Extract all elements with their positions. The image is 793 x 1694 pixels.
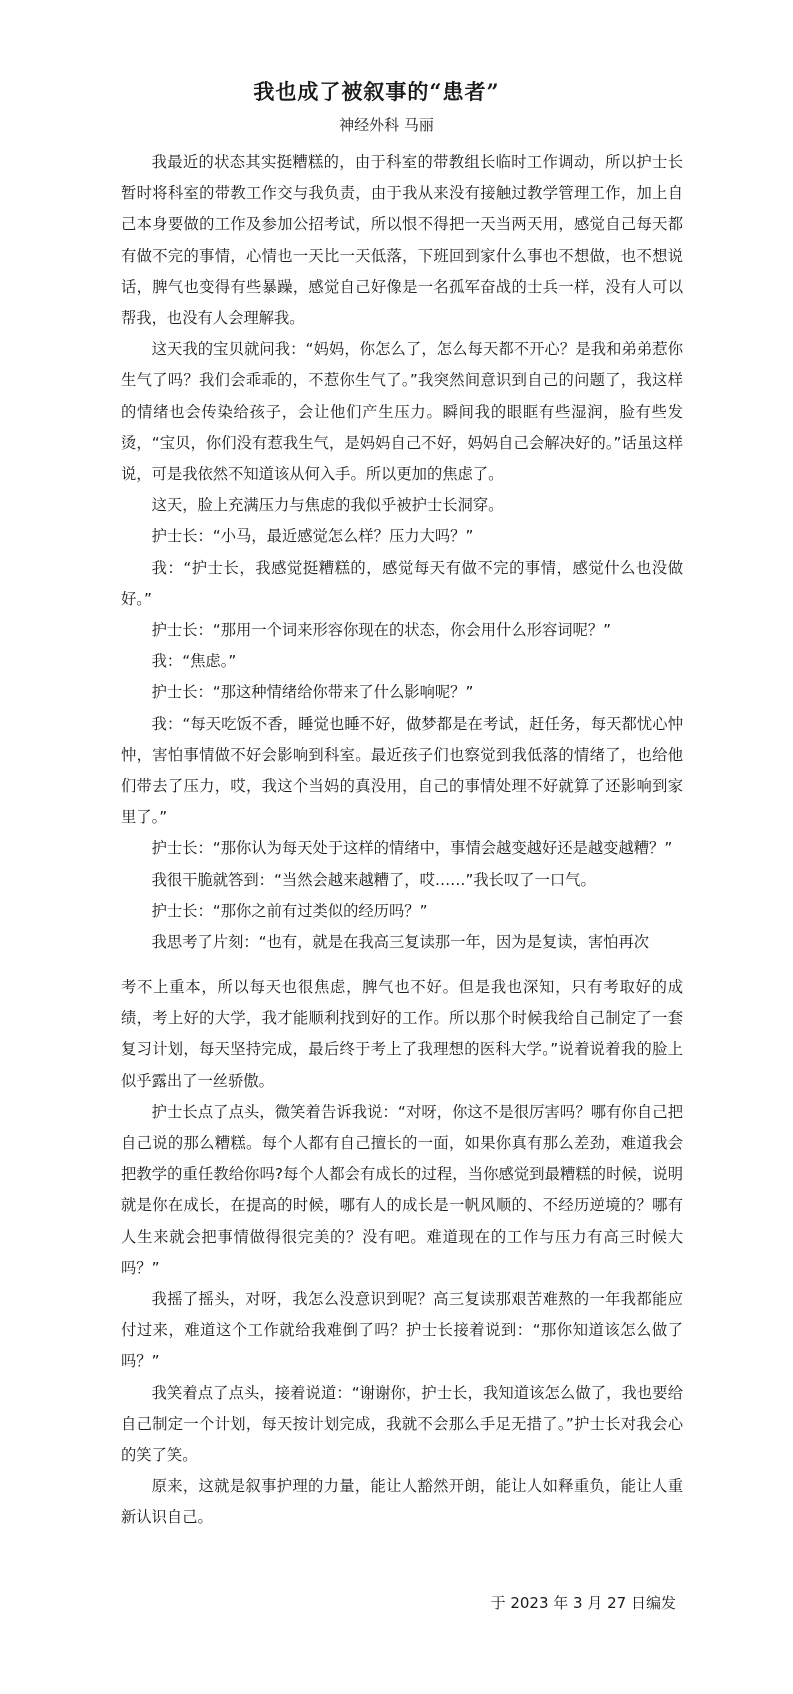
paragraph: 护士长：“那这种情绪给你带来了什么影响呢？”: [151, 683, 474, 702]
paragraph: 我：“护士长，我感觉挺糟糕的，感觉每天有做不完的事情，感觉什么也没做好。”: [121, 558, 683, 608]
paragraph: 这天，脸上充满压力与焦虑的我似乎被护士长洞穿。: [151, 496, 504, 515]
paragraph: 我摇了摇头，对呀，我怎么没意识到呢？高三复读那艰苦难熬的一年我都能应付过来，难道这个工作就给我难倒了吗？护士长接着说到：“那你知道该怎么做了吗？”: [121, 1290, 683, 1371]
paragraph: 这天我的宝贝就问我：“妈妈，你怎么了，怎么每天都不开心？是我和弟弟惹你生气了吗？我们会乖乖的，不惹你生气了。”我突然间意识到自己的问题了，我这样的情绪也会传染给孩子，会让他们产生压力。瞬间我的眼眶有些湿润，脸有些发烫，“宝贝，你们没有惹我生气，是妈妈自己不好，妈妈自己会解决好的。”话虽这样说，可是我依然不知道该从何入手。所以更加的焦虑了。: [121, 340, 683, 484]
body-text-part-1: [121, 147, 683, 958]
author-line: 神经外科 马丽: [339, 116, 434, 134]
paragraph: 我很干脆就答到：“当然会越来越糟了，哎……”我长叹了一口气。: [151, 870, 596, 889]
body-text-part-2: [121, 972, 683, 1534]
paragraph-continuation: 考不上重本，所以每天也很焦虑，脾气也不好。但是我也深知，只有考取好的成绩，考上好的大学，我才能顺利找到好的工作。所以那个时候我给自己制定了一套复习计划，每天坚持完成，最后终于考上了我理想的医科大学。”说着说着我的脸上似乎露出了一丝骄傲。: [121, 978, 683, 1090]
paragraph: 护士长：“那你之前有过类似的经历吗？”: [151, 901, 428, 920]
paragraph: 护士长：“小马，最近感觉怎么样？压力大吗？”: [151, 527, 474, 546]
footer-date: 于 2023 年 3 月 27 日编发: [490, 1594, 676, 1612]
paragraph: 我最近的状态其实挺糟糕的，由于科室的带教组长临时工作调动，所以护士长暂时将科室的带教工作交与我负责，由于我从来没有接触过教学管理工作，加上自己本身要做的工作及参加公招考试，所以恨不得把一天当两天用，感觉自己每天都有做不完的事情，心情也一天比一天低落，下班回到家什么事也不想做，也不想说话，脾气也变得有些暴躁，感觉自己好像是一名孤军奋战的士兵一样，没有人可以帮我，也没有人会理解我。: [121, 153, 683, 328]
paragraph: 原来，这就是叙事护理的力量，能让人豁然开朗，能让人如释重负，能让人重新认识自己。: [121, 1477, 683, 1527]
paragraph: 我：“每天吃饭不香，睡觉也睡不好，做梦都是在考试，赶任务，每天都忧心忡忡，害怕事情做不好会影响到科室。最近孩子们也察觉到我低落的情绪了，也给他们带去了压力，哎，我这个当妈的真没用，自己的事情处理不好就算了还影响到家里了。”: [121, 714, 683, 827]
paragraph: 护士长：“那你认为每天处于这样的情绪中，事情会越变越好还是越变越糟？”: [151, 839, 673, 858]
paragraph: 我思考了片刻：“也有，就是在我高三复读那一年，因为是复读，害怕再次: [151, 933, 650, 952]
paragraph: 我：“焦虑。”: [151, 652, 237, 671]
paragraph: 护士长：“那用一个词来形容你现在的状态，你会用什么形容词呢？”: [151, 621, 612, 640]
paragraph: 我笑着点了点头，接着说道：“谢谢你，护士长，我知道该怎么做了，我也要给自己制定一个计划，每天按计划完成，我就不会那么手足无措了。”护士长对我会心的笑了笑。: [121, 1383, 683, 1465]
paragraph: 护士长点了点头，微笑着告诉我说：“对呀，你这不是很厉害吗？哪有你自己把自己说的那么糟糕。每个人都有自己擅长的一面，如果你真有那么差劲，难道我会把教学的重任教给你吗?每个人都会有成长的过程，当你感觉到最糟糕的时候，说明就是你在成长，在提高的时候，哪有人的成长是一帆风顺的、不经历逆境的？哪有人生来就会把事情做得很完美的？没有吧。难道现在的工作与压力有高三时候大吗？”: [121, 1102, 683, 1277]
document-title: 我也成了被叙事的“患者”: [253, 79, 500, 104]
